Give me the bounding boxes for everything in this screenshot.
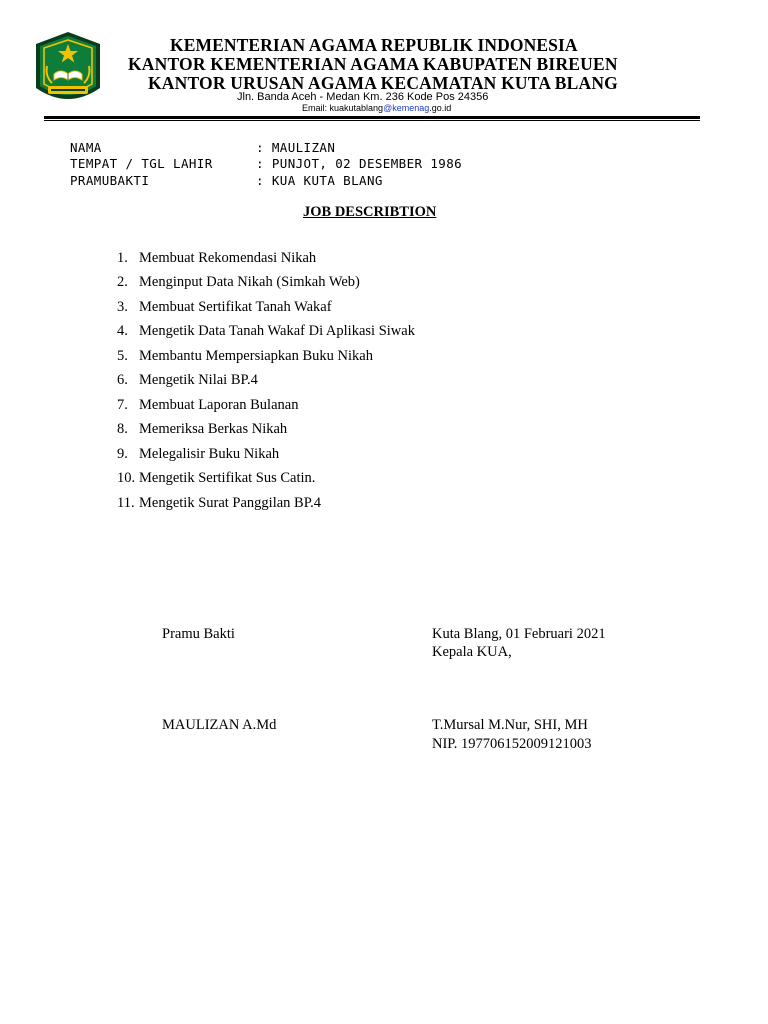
duty-number: 10. [117,470,136,487]
duty-item [117,344,415,369]
duty-item [117,418,415,443]
duty-text: Membuat Laporan Bulanan [139,396,299,413]
identity-value: : MAULIZAN [256,139,336,155]
signatory-right-name: T.Mursal M.Nur, SHI, MH [432,717,588,733]
duty-number: 8. [117,421,128,438]
duty-text: Mengetik Sertifikat Sus Catin. [139,470,316,487]
duty-item [117,246,415,271]
signatory-right-role: Kepala KUA, [432,644,512,660]
duty-item [117,467,415,492]
signatory-right-nip: NIP. 197706152009121003 [432,736,592,752]
duty-item [117,295,415,320]
identity-value: : PUNJOT, 02 DESEMBER 1986 [256,156,463,172]
letterhead-address: Jln. Banda Aceh - Medan Km. 236 Kode Pos 24356 [237,91,489,103]
duty-item [117,320,415,345]
duty-number: 11. [117,494,135,511]
duty-list [117,246,415,516]
duty-number: 9. [117,445,128,462]
duty-text: Membuat Sertifikat Tanah Wakaf [139,298,332,315]
signatory-place-date: Kuta Blang, 01 Februari 2021 [432,626,606,642]
email-suffix: .go.id [429,103,452,113]
duty-number: 6. [117,372,128,389]
identity-row-position [70,172,462,189]
duty-text: Membuat Rekomendasi Nikah [139,249,317,266]
duty-number: 7. [117,396,128,413]
identity-row-birth [70,156,462,173]
duty-number: 4. [117,323,128,340]
email-label: Email: kuakutablang [302,103,384,113]
email-domain: @kemenag [383,103,430,113]
duty-text: Mengetik Surat Panggilan BP.4 [139,494,322,511]
document-title: JOB DESCRIBTION [303,204,437,220]
duty-item [117,491,415,516]
letterhead-regency-office: KANTOR KEMENTERIAN AGAMA KABUPATEN BIREUEN [128,54,618,74]
duty-text: Melegalisir Buku Nikah [139,445,280,462]
signatory-left-role: Pramu Bakti [162,626,235,642]
identity-label: NAMA [70,139,102,155]
duty-text: Menginput Data Nikah (Simkah Web) [139,274,360,291]
duty-text: Membantu Mempersiapkan Buku Nikah [139,347,373,364]
identity-row-name [70,139,462,156]
duty-text: Mengetik Data Tanah Wakaf Di Aplikasi Siwak [139,323,415,340]
duty-text: Memeriksa Berkas Nikah [139,421,288,438]
letterhead-divider-thin [44,120,700,121]
duty-item [117,393,415,418]
letterhead-divider-thick [44,116,700,119]
identity-value: : KUA KUTA BLANG [256,172,383,188]
identity-label: PRAMUBAKTI [70,172,150,188]
identity-label: TEMPAT / TGL LAHIR [70,156,213,172]
duty-number: 5. [117,347,128,364]
duty-number: 1. [117,249,128,266]
duty-number: 3. [117,298,128,315]
duty-text: Mengetik Nilai BP.4 [139,372,258,389]
duty-item [117,442,415,467]
letterhead-email [302,104,451,113]
duty-item [117,369,415,394]
duty-number: 2. [117,274,128,291]
identity-block [70,139,462,189]
kemenag-emblem-icon [30,30,106,108]
letterhead-ministry: KEMENTERIAN AGAMA REPUBLIK INDONESIA [170,35,578,55]
duty-item [117,271,415,296]
signatory-left-name: MAULIZAN A.Md [162,717,277,733]
letterhead-district-office: KANTOR URUSAN AGAMA KECAMATAN KUTA BLANG [148,73,618,93]
